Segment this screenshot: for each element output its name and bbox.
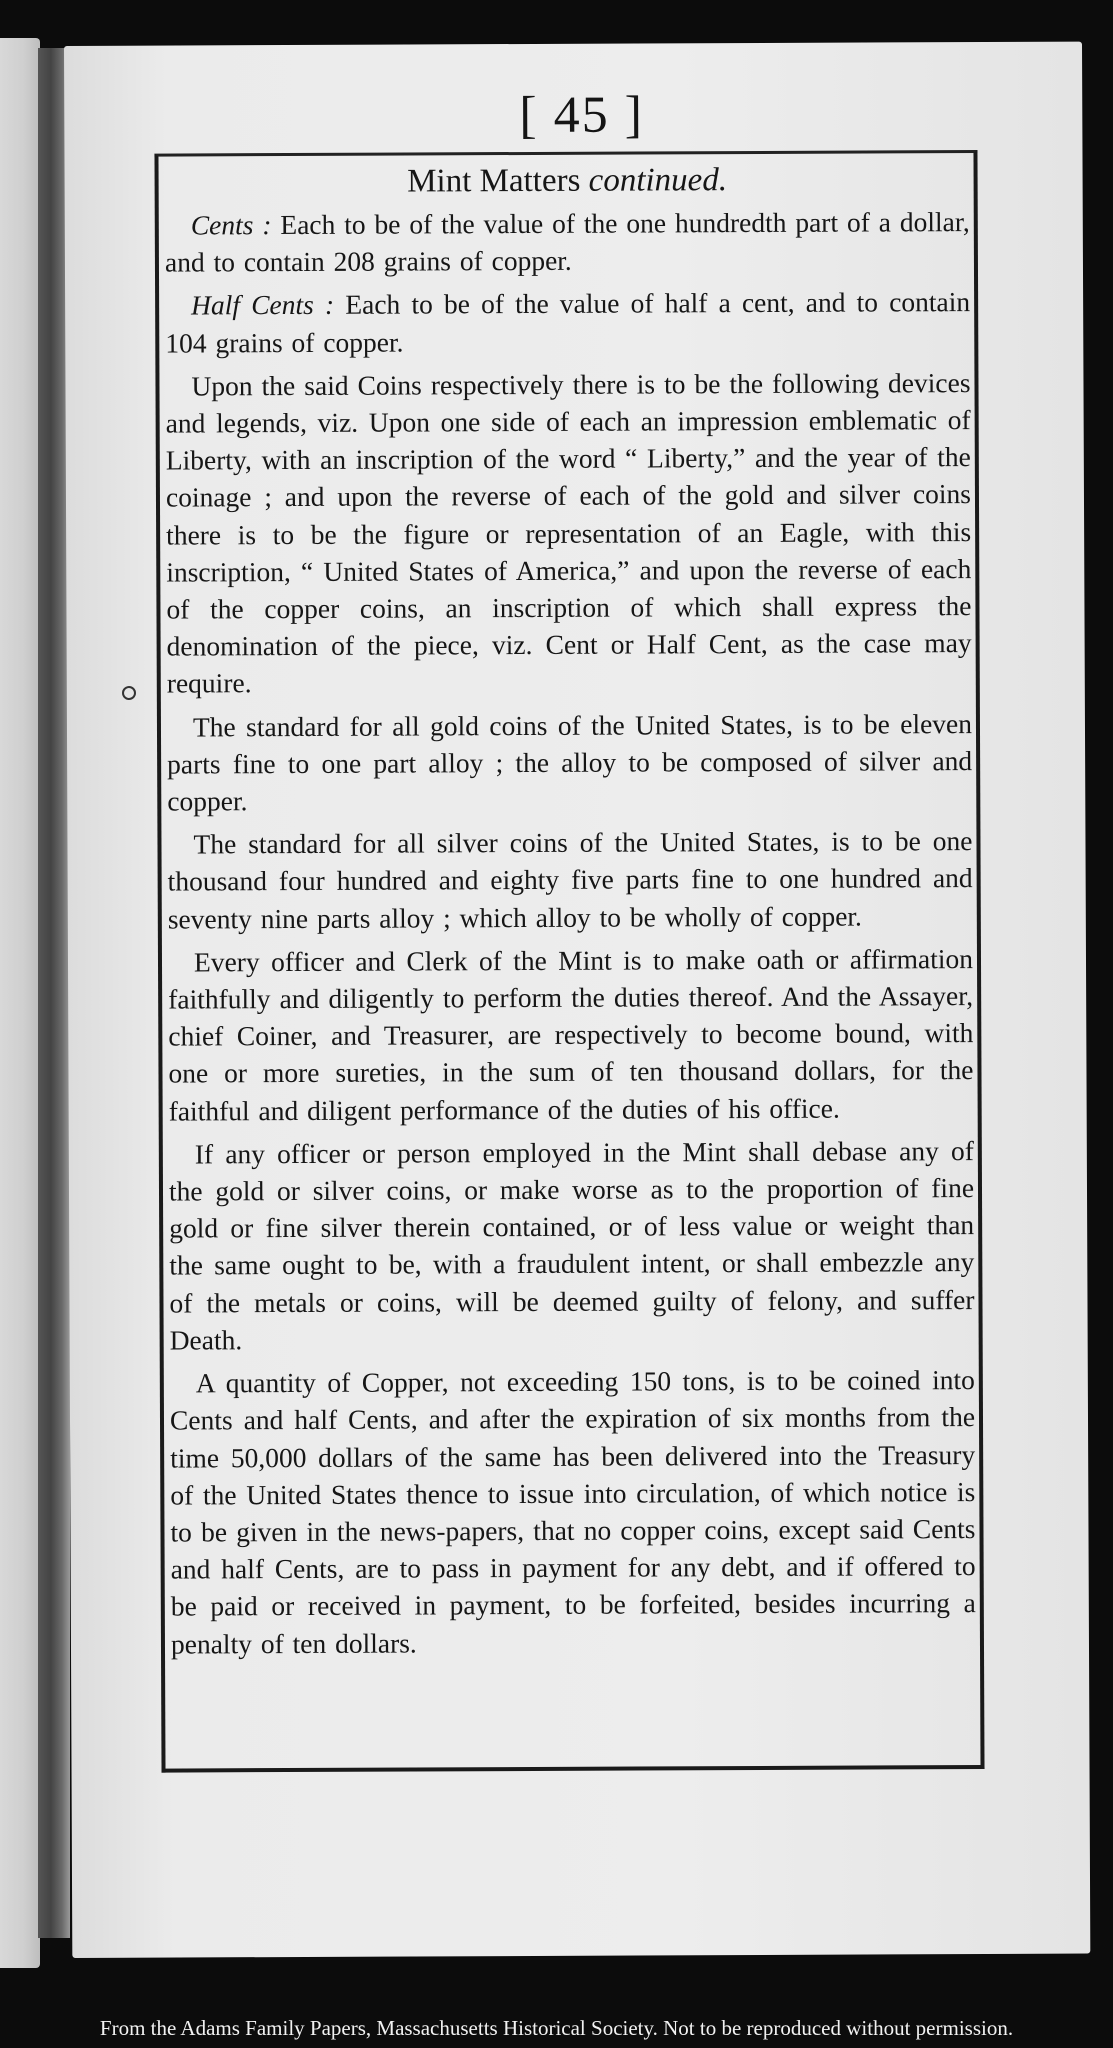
paragraph-felony	[169, 1132, 975, 1359]
paragraph-copper-quantity	[170, 1361, 976, 1662]
paragraph-text: Each to be of the value of half a cent, and to contain 104 grains of copper.	[165, 286, 971, 359]
paragraph-text: The standard for all gold coins of the United States, is to be eleven parts fine to one part alloy ; the alloy to be composed of silver and copper.	[167, 707, 973, 817]
paragraph-devices-legends	[165, 364, 971, 702]
copyright-footer: From the Adams Family Papers, Massachusetts Historical Society. Not to be reproduced without permission.	[99, 2016, 1014, 2040]
page-number: [ 45 ]	[519, 86, 645, 145]
paragraph-officers-oath	[168, 940, 974, 1130]
paragraph-silver-standard	[167, 822, 972, 937]
paragraph-text: If any officer or person employed in the Mint shall debase any of the gold or silver coins, or make worse as to the proportion of fine gold or fine silver therein contained, or of less value or weight than the same ought to be, with a fraudulent intent, or shall embezzle any of the metals or coins, will be deemed guilty of felony, and suffer Death.	[168, 1134, 975, 1356]
paragraph-text: Each to be of the value of the one hundredth part of a dollar, and to contain 208 grains of copper.	[164, 206, 970, 278]
paragraph-half-cents	[165, 283, 970, 361]
article-body	[165, 157, 977, 1668]
facing-page-edge	[0, 38, 40, 1968]
title-main: Mint Matters	[407, 162, 581, 200]
document-page	[64, 42, 1090, 1958]
article-title	[165, 157, 970, 205]
term-label: Half Cents :	[191, 289, 335, 321]
text-frame	[154, 150, 984, 1773]
paragraph-text: Upon the said Coins respectively there is to be the following devices and legends, viz. Upon one side of each an impression emblematic of Liberty, with an inscription of the word “ Liberty,” and the year of the coinage ; and upon the reverse of each of the gold and silver coins there is to be the figure or representation of an Eagle, with this inscription, “ United States of America,” and upon the reverse of each of the copper coins, an inscription of which shall express the denomination of the piece, viz. Cent or Half Cent, as the case may require.	[165, 366, 972, 699]
paragraph-gold-standard	[167, 705, 972, 820]
paragraph-text: A quantity of Copper, not exceeding 150 tons, is to be coined into Cents and half Cents, and after the expiration of six months from the time 50,000 dollars of the same has been delivered into the Treasury of the United States thence to issue into circulation, of which notice is to be given in the news-papers, that no copper coins, except said Cents and half Cents, are to pass in payment for any debt, and if offered to be paid or received in payment, to be forfeited, besides incurring a penalty of ten dollars.	[169, 1364, 976, 1660]
paragraph-cents	[165, 203, 970, 281]
paragraph-text: The standard for all silver coins of the United States, is to be one thousand four hundred and eighty five parts fine to one hundred and seventy nine parts alloy ; which alloy to be wholly of copper.	[167, 825, 973, 935]
paragraph-text: Every officer and Clerk of the Mint is to make oath or affirmation faithfully and diligently to perform the duties thereof. And the Assayer, chief Coiner, and Treasurer, are respectively to become bound, with one or more sureties, in the sum of ten thousand dollars, for the faithful and diligent performance of the duties of his office.	[168, 942, 974, 1127]
title-continued: continued.	[588, 162, 728, 199]
term-label: Cents :	[190, 209, 272, 241]
margin-mark	[122, 686, 136, 700]
